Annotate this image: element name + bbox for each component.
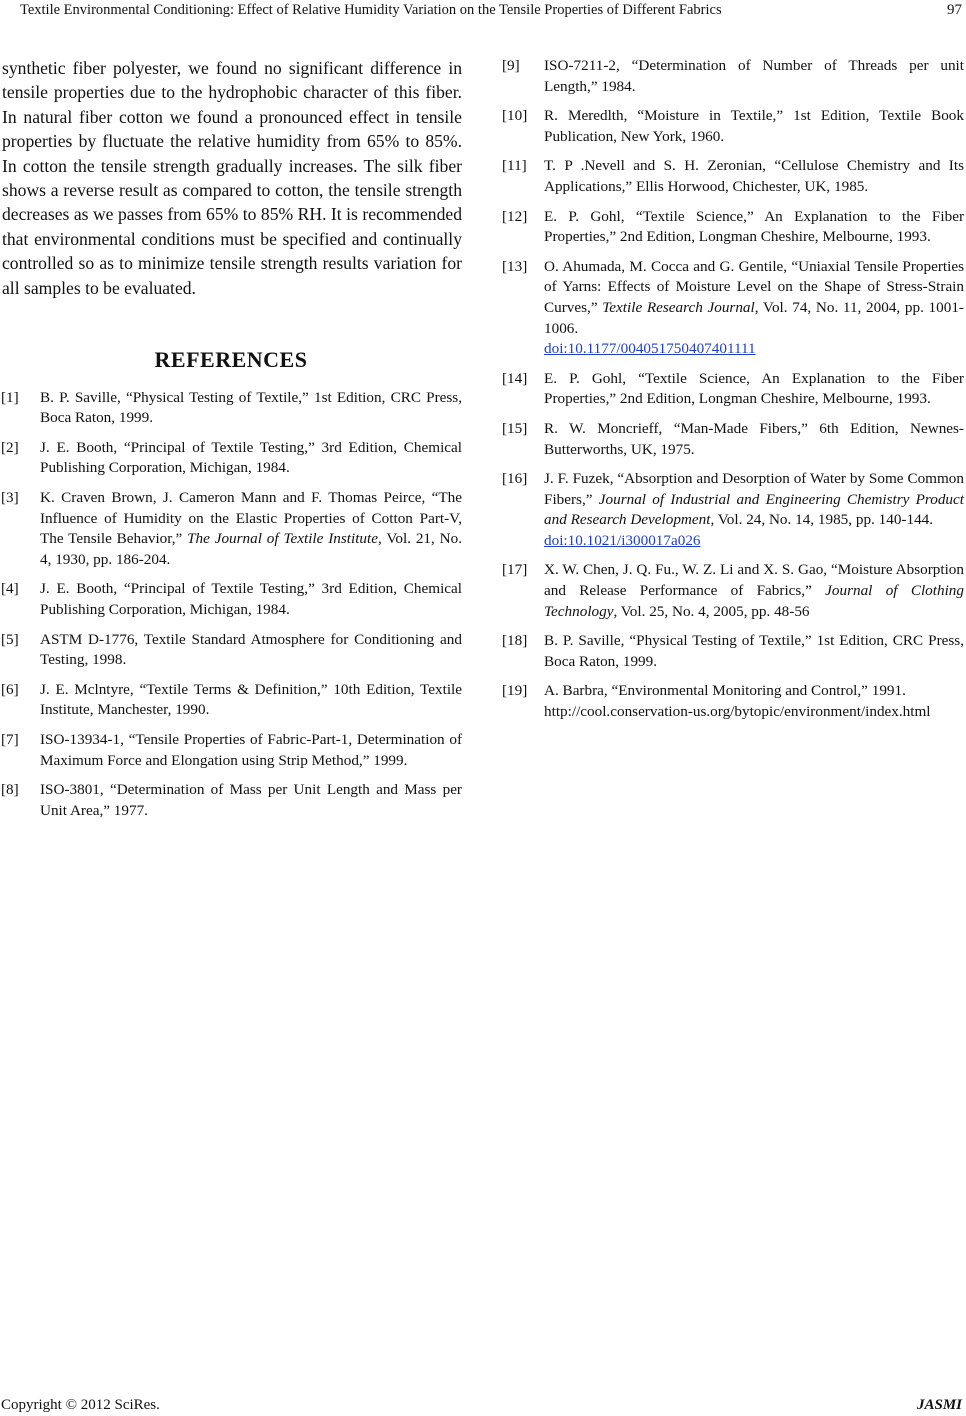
- reference-text: [544, 470, 964, 528]
- reference-number: [6]: [1, 680, 19, 698]
- reference-text: [40, 389, 462, 427]
- left-column: [0, 56, 462, 830]
- reference-item: [502, 156, 964, 197]
- reference-text: [544, 157, 964, 195]
- reference-number: [17]: [502, 561, 528, 579]
- reference-item: [502, 369, 964, 410]
- reference-text: [544, 561, 964, 619]
- reference-citation: J. E. Booth, “Principal of Textile Testing,” 3rd Edition, Chemical Publishing Corporation, Michigan, 1984.: [40, 438, 462, 477]
- reference-number: [8]: [1, 781, 19, 799]
- reference-citation-tail: , Vol. 25, No. 4, 2005, pp. 48-56: [613, 602, 810, 620]
- reference-number: [1]: [1, 388, 19, 406]
- reference-text: [40, 439, 462, 477]
- doi-link[interactable]: doi:10.1177/004051750407401111: [544, 340, 756, 358]
- reference-citation: A. Barbra, “Environmental Monitoring and Control,” 1991.: [544, 682, 906, 700]
- reference-citation: B. P. Saville, “Physical Testing of Textile,” 1st Edition, CRC Press, Boca Raton, 1999.: [544, 632, 964, 670]
- reference-item: [0, 388, 462, 429]
- reference-citation: J. F. Fuzek, “Absorption and Desorption of Water by Some Common Fibers,”: [544, 470, 964, 508]
- reference-item: [502, 681, 964, 722]
- reference-citation-tail: , Vol. 21, No. 4, 1930, pp. 186-204.: [40, 530, 462, 568]
- reference-number: [13]: [502, 257, 528, 275]
- reference-citation: X. W. Chen, J. Q. Fu., W. Z. Li and X. S. Gao, “Moisture Absorption and Release Performance of Fabrics,”: [544, 561, 964, 600]
- reference-item: [502, 419, 964, 460]
- reference-number: [19]: [502, 682, 528, 700]
- reference-text: [544, 370, 964, 408]
- reference-number: [4]: [1, 580, 19, 598]
- reference-item: [502, 469, 964, 551]
- reference-citation: O. Ahumada, M. Cocca and G. Gentile, “Uniaxial Tensile Properties of Yarns: Effects of Moisture Level on the Shape of Stress-Strain Curves,”: [544, 257, 964, 316]
- reference-citation: T. P .Nevell and S. H. Zeronian, “Cellulose Chemistry and Its Applications,” Ellis Horwood, Chichester, UK, 1985.: [544, 157, 964, 195]
- running-header: [0, 0, 966, 26]
- reference-text: [40, 580, 462, 618]
- reference-number: [2]: [1, 438, 19, 456]
- reference-number: [14]: [502, 369, 528, 387]
- reference-item: [502, 631, 964, 672]
- reference-text: [544, 107, 964, 145]
- reference-item: [0, 680, 462, 721]
- reference-citation: ISO-7211-2, “Determination of Number of Threads per unit Length,” 1984.: [544, 57, 964, 95]
- page-number: 97: [947, 2, 962, 18]
- reference-number: [16]: [502, 470, 528, 488]
- running-title: Textile Environmental Conditioning: Effect of Relative Humidity Variation on the Tensile Properties of Different Fabrics: [20, 2, 722, 18]
- reference-text: [544, 682, 906, 699]
- reference-citation: J. E. Mclntyre, “Textile Terms & Definition,” 10th Edition, Textile Institute, Manchester, 1990.: [40, 680, 462, 719]
- reference-item: [0, 630, 462, 671]
- reference-number: [11]: [502, 157, 527, 175]
- reference-citation: ISO-3801, “Determination of Mass per Unit Length and Mass per Unit Area,” 1977.: [40, 781, 462, 819]
- reference-number: [9]: [502, 57, 520, 74]
- reference-item: [0, 780, 462, 821]
- right-column: [502, 56, 964, 732]
- reference-text: [40, 731, 462, 769]
- reference-citation-tail: , Vol. 74, No. 11, 2004, pp. 1001-1006.: [544, 298, 964, 337]
- journal-title: Journal of Clothing Technology: [544, 582, 964, 620]
- doi-link[interactable]: doi:10.1021/i300017a026: [544, 531, 701, 549]
- reference-item: [0, 730, 462, 771]
- journal-title: Textile Research Journal: [602, 298, 755, 316]
- reference-number: [5]: [1, 630, 19, 648]
- reference-url[interactable]: http://cool.conservation-us.org/bytopic/environment/index.html: [544, 703, 931, 721]
- reference-citation: B. P. Saville, “Physical Testing of Textile,” 1st Edition, CRC Press, Boca Raton, 1999.: [40, 388, 462, 427]
- reference-number: [7]: [1, 730, 19, 748]
- reference-text: [544, 57, 964, 95]
- reference-item: [502, 207, 964, 248]
- reference-item: [502, 257, 964, 360]
- reference-number: [15]: [502, 419, 528, 437]
- reference-list-right: [502, 56, 964, 723]
- reference-citation-tail: , Vol. 24, No. 14, 1985, pp. 140-144.: [710, 511, 934, 529]
- reference-number: [3]: [1, 489, 19, 507]
- reference-text: [40, 681, 462, 719]
- reference-citation: E. P. Gohl, “Textile Science, An Explanation to the Fiber Properties,” 2nd Edition, Longman Cheshire, Melbourne, 1993.: [544, 369, 964, 408]
- reference-citation: K. Craven Brown, J. Cameron Mann and F. Thomas Peirce, “The Influence of Humidity on the Elastic Properties of Cotton Part-V, The Tensile Behavior,”: [40, 489, 462, 548]
- body-paragraph: synthetic fiber polyester, we found no significant difference in tensile properties due to the hydrophobic character of this fiber. In natural fiber cotton we found a pronounced effect in tensile properties by fluctuate the relative humidity from 65% to 85%. In cotton the tensile strength gradually increases. The silk fiber shows a reverse result as compared to cotton, the tensile strength decreases as we passes from 65% to 85% RH. It is recommended that environmental conditions must be specified and continually controlled so as to minimize tensile strength results variation for all samples to be evaluated.: [2, 58, 462, 298]
- reference-citation: R. W. Moncrieff, “Man-Made Fibers,” 6th Edition, Newnes-Butterworths, UK, 1975.: [544, 419, 964, 458]
- reference-number: [10]: [502, 107, 528, 125]
- reference-citation: J. E. Booth, “Principal of Textile Testing,” 3rd Edition, Chemical Publishing Corporation, Michigan, 1984.: [40, 580, 462, 618]
- reference-list-left: [0, 388, 462, 822]
- reference-citation: E. P. Gohl, “Textile Science,” An Explanation to the Fiber Properties,” 2nd Edition, Longman Cheshire, Melbourne, 1993.: [544, 207, 964, 246]
- reference-item: [0, 579, 462, 620]
- journal-abbreviation: JASMI: [916, 1397, 962, 1413]
- journal-title: Journal of Industrial and Engineering Chemistry Product and Research Development: [544, 490, 964, 529]
- references-heading: REFERENCES: [154, 347, 308, 373]
- reference-text: [544, 258, 964, 337]
- reference-text: [544, 632, 964, 670]
- reference-citation: ISO-13934-1, “Tensile Properties of Fabric-Part-1, Determination of Maximum Force and Elongation using Strip Method,” 1999.: [40, 730, 462, 769]
- reference-text: [544, 420, 964, 458]
- reference-item: [502, 56, 964, 97]
- reference-number: [18]: [502, 632, 528, 650]
- reference-text: [40, 489, 462, 568]
- reference-text: [40, 631, 462, 669]
- reference-number: [12]: [502, 207, 528, 225]
- reference-citation: R. Meredlth, “Moisture in Textile,” 1st Edition, Textile Book Publication, New York, 1960.: [544, 107, 964, 145]
- reference-text: [40, 781, 462, 819]
- reference-item: [0, 438, 462, 479]
- reference-text: [544, 208, 964, 246]
- journal-title: The Journal of Textile Institute: [187, 530, 378, 548]
- reference-citation: ASTM D-1776, Textile Standard Atmosphere for Conditioning and Testing, 1998.: [40, 630, 462, 669]
- reference-item: [502, 106, 964, 147]
- copyright-notice: Copyright © 2012 SciRes.: [1, 1397, 160, 1413]
- reference-item: [0, 488, 462, 570]
- reference-item: [502, 560, 964, 622]
